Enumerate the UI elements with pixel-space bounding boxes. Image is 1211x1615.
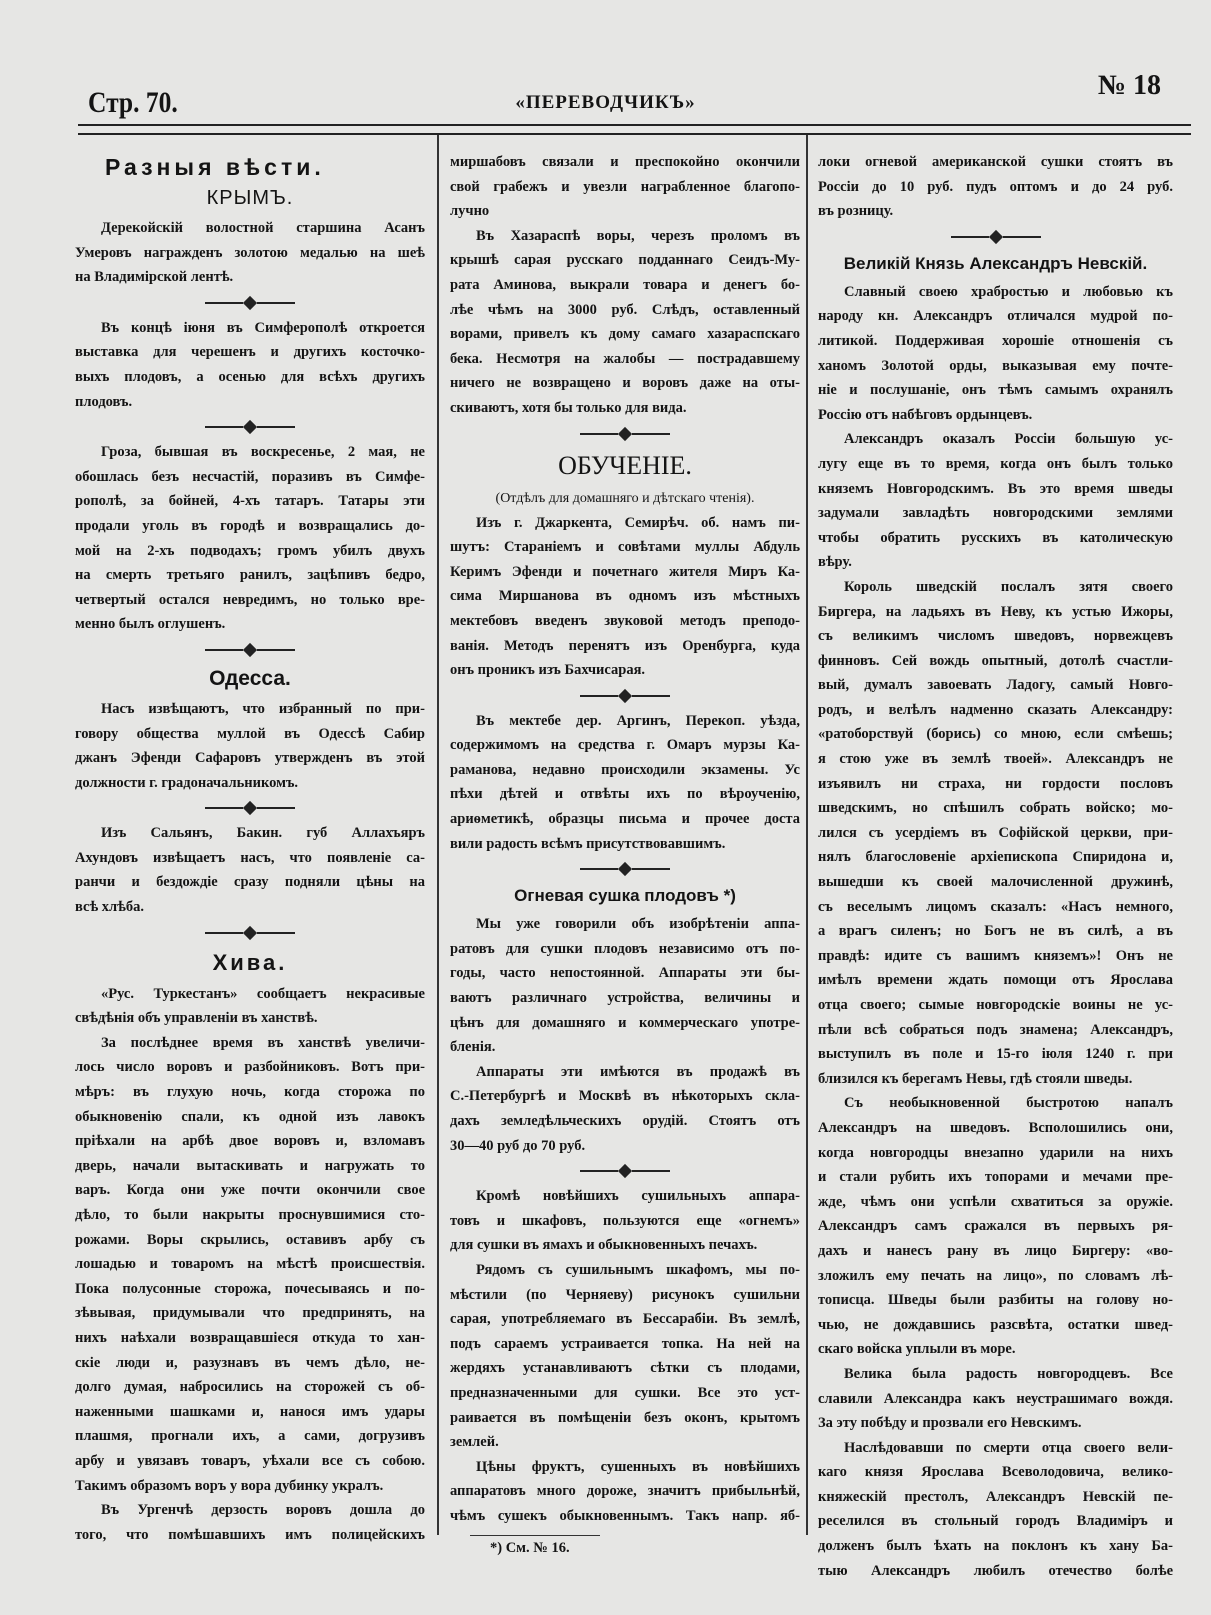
- text-line: раивается въ помѣщеніи безъ оконъ, крытомъ: [450, 1409, 800, 1426]
- ornament-divider: [75, 795, 425, 821]
- text-line: и стали рубить ихъ топорами и мечами пре-: [818, 1169, 1173, 1186]
- diamond-icon: [618, 1164, 632, 1178]
- article-paragraph: [450, 511, 800, 683]
- column-divider: [437, 135, 439, 1535]
- text-line: того, что помѣшавшихъ имъ полицейскихъ: [75, 1526, 425, 1543]
- text-line: вили радость всѣмъ присутствовавшимъ.: [450, 835, 726, 852]
- text-line: ханомъ Золотой орды, выказывая ему почте-: [818, 357, 1173, 374]
- text-line: содержимомъ на средства г. Омаръ мурзы Ка-: [450, 737, 800, 754]
- text-line: годы, часто непостоянной. Аппараты эти бы-: [450, 965, 800, 982]
- section-heading: Великій Князь Александръ Невскій.: [843, 253, 1148, 273]
- text-line: лугу еще въ то время, когда онъ былъ только: [818, 455, 1173, 472]
- text-line: Дерекойскій волостной старшина Асанъ: [101, 220, 425, 236]
- text-line: рополѣ, за бойней, 4-хъ татаръ. Татары эти: [75, 493, 425, 510]
- ornament-divider: [75, 290, 425, 316]
- text-line: раманова, недавно происходили экзамены. Ус: [450, 761, 800, 778]
- diamond-icon: [243, 801, 257, 815]
- article-paragraph: [818, 280, 1173, 428]
- text-line: Велика была радость новгородцевъ. Все: [844, 1365, 1173, 1382]
- text-line: долго думая, набросились на сторожей съ об-: [75, 1379, 425, 1396]
- text-line: дверь, начали вытаскивать и нагружать то: [75, 1157, 425, 1174]
- text-line: бека. Несмотря на жалобы — пострадавшему: [450, 350, 800, 367]
- footnote-rule: [470, 1535, 600, 1536]
- text-line: бленія.: [450, 1039, 496, 1056]
- article-paragraph: [75, 821, 425, 919]
- text-line: Пока полусонные сторожа, почесываясь и по-: [75, 1280, 425, 1297]
- article-paragraph: [818, 1091, 1173, 1362]
- diamond-icon: [243, 926, 257, 940]
- text-line: лось число воровъ и разбойниковъ. Вотъ при-: [75, 1059, 425, 1076]
- text-line: крышѣ сарая русскаго подданнаго Сеидъ-Му-: [450, 252, 800, 269]
- text-line: онъ проникъ изъ Бахчисарая.: [450, 662, 646, 679]
- text-line: на смерть третьяго ранилъ, зацѣпивъ бедро,: [75, 567, 425, 584]
- text-line: Въ мектебе дер. Аргинъ, Перекоп. уѣзда,: [476, 712, 800, 729]
- text-line: землей.: [450, 1434, 499, 1451]
- text-line: ратовъ для сушки плодовъ независимо отъ по-: [450, 940, 800, 957]
- text-line: каго князя Ярослава Всеволодовича, велико-: [818, 1464, 1173, 1481]
- text-line: лучно: [450, 203, 490, 220]
- text-line: съ веселымъ лицомъ сказалъ: «Насъ немного,: [818, 898, 1173, 915]
- ornament-line: [205, 302, 243, 304]
- text-line: рата Аминова, выкрали товара и денегъ бо-: [450, 276, 800, 293]
- ornament-line: [205, 426, 243, 428]
- text-line: За послѣднее время въ ханствѣ увеличи-: [101, 1034, 425, 1051]
- article-paragraph: [818, 1362, 1173, 1436]
- article-paragraph: [75, 1498, 425, 1547]
- article-paragraph: [75, 982, 425, 1031]
- text-line: мектебовъ введенъ звуковой методъ преподо-: [450, 612, 800, 629]
- text-line: съ великимъ числомъ шведовъ, норвежцевъ: [818, 628, 1173, 645]
- text-line: Король шведскій послалъ зятя своего: [844, 578, 1173, 595]
- text-line: имѣлъ времени ждать помощи отъ Ярослава: [818, 972, 1173, 989]
- text-line: славили Александра какъ неустрашимаго вождя.: [818, 1390, 1173, 1407]
- text-line: мѣръ: въ глухую ночь, когда сторожа по: [75, 1084, 425, 1101]
- ornament-divider: [450, 856, 800, 882]
- text-line: правдѣ: идите съ вашимъ княземъ»! Онъ не: [818, 947, 1173, 964]
- text-line: мѣстили (по Черняеву) рисунокъ сушильни: [450, 1286, 800, 1303]
- text-line: тыю Александръ любилъ отечество болѣе: [818, 1562, 1173, 1579]
- article-paragraph: [450, 1455, 800, 1529]
- ornament-line: [257, 649, 295, 651]
- text-line: рожами. Воры скрылись, оставивъ арбу съ: [75, 1231, 425, 1248]
- ornament-line: [257, 807, 295, 809]
- ornament-divider: [818, 224, 1173, 250]
- text-line: Въ Ургенчѣ дерзость воровъ дошла до: [101, 1502, 425, 1519]
- header-rule-bottom: [78, 133, 1191, 135]
- ornament-line: [951, 236, 989, 238]
- article-paragraph: [450, 1184, 800, 1258]
- article-paragraph: [450, 1060, 800, 1158]
- text-line: ничего не возвращено и воровъ даже на оты-: [450, 375, 800, 392]
- text-line: дахъ и нанесъ рану въ лицо Биргеру: «во-: [818, 1242, 1173, 1259]
- text-line: отца своего; сымые новгородскіе воины не ус-: [818, 997, 1173, 1013]
- text-line: когда новгородцы внезапно ударили на нихъ: [818, 1144, 1173, 1161]
- text-line: Гроза, бывшая въ воскресенье, 2 мая, не: [101, 444, 425, 461]
- text-line: Насъ извѣщаютъ, что избранный по при-: [101, 700, 425, 717]
- article-paragraph: [818, 1436, 1173, 1584]
- text-line: нялъ благословеніе архіепископа Спиридона и,: [818, 849, 1173, 866]
- text-line: жердяхъ устанавливаютъ сѣтки съ плодами,: [450, 1360, 800, 1377]
- text-line: реселился въ стольный городъ Владиміръ и: [818, 1513, 1173, 1530]
- text-line: Рядомъ съ сушильнымъ шкафомъ, мы по-: [476, 1261, 800, 1278]
- text-line: для сушки въ ямахъ и обыкновенныхъ печахъ.: [450, 1237, 758, 1254]
- text-line: Россію отъ набѣговъ ордынцевъ.: [818, 406, 1033, 423]
- text-line: шутъ: Стараніемъ и совѣтами муллы Абдуль: [450, 539, 800, 556]
- text-line: финновъ. Сей вождь опытный, дотолѣ счастли-: [818, 652, 1173, 669]
- text-line: сима Миршанова въ одномъ изъ мѣстныхъ: [450, 588, 800, 605]
- text-line: пѣли всѣ собраться подъ знамена; Александръ,: [818, 1021, 1173, 1038]
- text-line: предназначенными для сушки. Все это уст-: [450, 1384, 800, 1401]
- text-line: близился къ берегамъ Невы, гдѣ стояли шведы.: [818, 1070, 1133, 1087]
- text-line: «ратоборствуй (борись) со мною, если смѣешь;: [818, 726, 1173, 743]
- ornament-divider: [450, 1158, 800, 1184]
- column-3: [818, 150, 1173, 1583]
- ornament-line: [1003, 236, 1041, 238]
- ornament-divider: [75, 920, 425, 946]
- ornament-line: [632, 1170, 670, 1172]
- text-line: Россіи до 10 руб. пудъ оптомъ и до 24 руб.: [818, 178, 1173, 195]
- text-line: зложилъ ему печать на лицо», по словамъ лѣ-: [818, 1267, 1173, 1284]
- ornament-line: [632, 868, 670, 870]
- text-line: подъ сараемъ устраивается топка. На ней на: [450, 1335, 800, 1352]
- ornament-divider: [75, 414, 425, 440]
- text-line: пріѣхали на арбѣ двое воровъ и, взломавъ: [75, 1133, 425, 1150]
- text-line: джанъ Эфенди Сафаровъ утвержденъ въ этой: [75, 750, 425, 767]
- text-line: скиваютъ, хотя бы только для вида.: [450, 399, 687, 416]
- text-line: Умеровъ награжденъ золотою медалью на шеѣ: [75, 244, 425, 261]
- diamond-icon: [243, 420, 257, 434]
- text-line: говору общества муллой въ Одессѣ Сабир: [75, 725, 425, 742]
- text-line: аппаратовъ много дороже, значитъ прибыльнѣй,: [450, 1483, 800, 1500]
- article-paragraph: [75, 440, 425, 637]
- text-line: выставка для черешенъ и другихъ косточко-: [75, 344, 425, 361]
- text-line: дѣло, то были накрыты проснувшимися сто-: [75, 1207, 425, 1223]
- text-line: Александръ самъ сражался въ первыхъ ря-: [818, 1218, 1173, 1235]
- text-line: литикой. Поддерживая хорошіе отношенія съ: [818, 332, 1173, 349]
- text-line: шведскимъ, но спѣшилъ собрать войско; мо-: [818, 800, 1173, 817]
- text-line: Мы уже говорили объ изобрѣтеніи аппа-: [476, 916, 800, 933]
- header-rule-top: [78, 124, 1191, 126]
- text-line: Наслѣдовавши по смерти отца своего вели-: [844, 1439, 1173, 1456]
- newspaper-title: «ПЕРЕВОДЧИКЪ»: [515, 92, 696, 113]
- text-line: Славный своею храбростью и любовью къ: [844, 283, 1173, 300]
- text-line: Александръ оказалъ Россіи большую ус-: [844, 431, 1173, 448]
- diamond-icon: [243, 643, 257, 657]
- text-line: вѣру.: [818, 554, 852, 571]
- section-subtitle: (Отдѣлъ для домашняго и дѣтскаго чтенія).: [495, 490, 755, 506]
- text-line: сарая, употребляемаго въ Бессарабіи. Въ землѣ,: [450, 1311, 800, 1328]
- text-line: долженъ былъ ѣхать на поклонъ къ хану Ба-: [818, 1538, 1173, 1555]
- ornament-line: [257, 302, 295, 304]
- column-1: [75, 150, 425, 1547]
- ornament-line: [580, 1170, 618, 1172]
- diamond-icon: [618, 862, 632, 876]
- text-line: ариѳметикѣ, образцы письма и прочее доста: [450, 811, 800, 828]
- text-line: цѣнъ для домашняго и коммерческаго употре-: [450, 1014, 800, 1031]
- text-line: Цѣны фруктъ, сушенныхъ въ новѣйшихъ: [476, 1458, 800, 1475]
- text-line: плодовъ.: [75, 393, 133, 410]
- section-heading: Разныя вѣсти.: [105, 154, 325, 180]
- text-line: продали уголь въ городѣ и возвращались до-: [75, 517, 425, 534]
- text-line: свой грабежъ и увезли награбленное благопо-: [450, 178, 800, 195]
- text-line: За эту побѣду и прозвали его Невскимъ.: [818, 1415, 1082, 1432]
- text-line: нихъ наѣхали возвращавшіеся откуда то хан-: [75, 1329, 425, 1346]
- text-line: обошлась безъ несчастій, поразивъ въ Симфе-: [75, 468, 425, 485]
- text-line: въ розницу.: [818, 203, 894, 220]
- text-line: ваютъ различнаго устройства, величины и: [450, 990, 800, 1007]
- footnote: *) См. № 16.: [490, 1539, 570, 1556]
- text-line: скіе люди и, разузнавъ въ чемъ дѣло, не-: [75, 1354, 425, 1371]
- ornament-line: [257, 932, 295, 934]
- article-paragraph: [450, 1258, 800, 1455]
- text-line: Изъ Сальянъ, Бакин. губ Аллахъяръ: [101, 825, 425, 842]
- text-line: четвертый остался невредимъ, но только вре-: [75, 591, 425, 608]
- text-line: товъ и шкафовъ, пользуются еще «огнемъ»: [450, 1212, 800, 1229]
- diamond-icon: [618, 426, 632, 440]
- ornament-line: [580, 433, 618, 435]
- ornament-line: [632, 433, 670, 435]
- article-paragraph: [818, 150, 1173, 224]
- diamond-icon: [988, 230, 1002, 244]
- text-line: лѣе чѣмъ на 3000 руб. Слѣдъ, оставленный: [450, 301, 800, 318]
- text-line: я стою уже въ землѣ твоей». Александръ не: [818, 751, 1173, 768]
- text-line: выступилъ въ поле и 15-го іюля 1240 г. при: [818, 1046, 1173, 1063]
- text-line: 30—40 руб до 70 руб.: [450, 1137, 586, 1154]
- ornament-line: [580, 695, 618, 697]
- text-line: задумали завладѣть новгородскими землями: [818, 505, 1173, 522]
- article-paragraph: [75, 1031, 425, 1498]
- text-line: зѣвывая, придумывали что предпринять, на: [75, 1305, 425, 1322]
- text-line: чью, не дождавшись разсвѣта, остатки швед-: [818, 1316, 1173, 1333]
- ornament-line: [257, 426, 295, 428]
- ornament-line: [205, 807, 243, 809]
- text-line: вый, думалъ завоевать Ладогу, самый Новго-: [818, 677, 1173, 694]
- text-line: скаго войска уплыли въ море.: [818, 1341, 1016, 1358]
- text-line: пѣхи дѣтей и отвѣты ихъ по вѣроученію,: [450, 786, 800, 803]
- text-line: «Рус. Туркестанъ» сообщаетъ некрасивые: [101, 985, 425, 1002]
- section-heading: Хива.: [212, 949, 288, 975]
- text-line: варъ. Когда они уже почти окончили свое: [75, 1182, 425, 1199]
- text-line: княземъ Новгородскимъ. Въ это время шведы: [818, 480, 1173, 497]
- text-line: ніе и послушаніе, онъ тѣмъ самымъ охранялъ: [818, 382, 1173, 399]
- text-line: вышедши къ своей малочисленной дружинѣ,: [818, 874, 1173, 891]
- text-line: ранчи и бездождіе сразу подняли цѣны на: [75, 874, 425, 891]
- ornament-line: [632, 695, 670, 697]
- ornament-line: [205, 932, 243, 934]
- ornament-divider: [450, 683, 800, 709]
- article-paragraph: [450, 224, 800, 421]
- text-line: арбу и увязавъ товаръ, уѣхали все съ собою.: [75, 1452, 425, 1469]
- section-heading: КРЫМЪ.: [206, 187, 294, 209]
- text-line: Керимъ Эфенди и почетнаго жителя Миръ Ка-: [450, 563, 800, 580]
- text-line: свѣдѣнія объ управленіи въ ханствѣ.: [75, 1010, 318, 1027]
- text-line: Кромѣ новѣйшихъ сушильныхъ аппара-: [476, 1188, 800, 1205]
- text-line: менно былъ оглушенъ.: [75, 616, 226, 633]
- text-line: Такимъ образомъ воръ у вора дубинку укралъ.: [75, 1477, 384, 1494]
- text-line: лошадью и товаромъ на мѣстѣ происшествія.: [75, 1256, 425, 1273]
- diamond-icon: [243, 296, 257, 310]
- text-line: мой на 2-хъ подводахъ; громъ убилъ двухъ: [75, 542, 425, 559]
- text-line: Въ концѣ іюня въ Симферополѣ откроется: [101, 319, 425, 336]
- text-line: Александръ на шведовъ. Всполошились они,: [818, 1119, 1173, 1136]
- article-paragraph: [450, 150, 800, 224]
- column-divider: [806, 135, 808, 1535]
- page-number: Стр. 70.: [88, 86, 178, 119]
- article-paragraph: [75, 697, 425, 795]
- text-line: должности г. градоначальникомъ.: [75, 774, 299, 791]
- text-line: выхъ плодовъ, а осенью для всѣхъ другихъ: [75, 368, 425, 385]
- text-line: жде, чѣмъ они успѣли схватиться за оружіе.: [818, 1193, 1173, 1210]
- article-paragraph: [450, 912, 800, 1060]
- text-line: княжескій престолъ, Александръ Невскій пе-: [818, 1488, 1173, 1505]
- text-line: локи огневой американской сушки стоятъ въ: [818, 154, 1173, 170]
- article-paragraph: [75, 216, 425, 290]
- section-heading: Огневая сушка плодовъ *): [514, 886, 736, 906]
- text-line: Изъ г. Джаркента, Семирѣч. об. намъ пи-: [476, 514, 800, 531]
- article-paragraph: [818, 427, 1173, 575]
- ornament-divider: [450, 421, 800, 447]
- text-line: народу кн. Александръ отличался мудрой по-: [818, 308, 1173, 325]
- text-line: миршабовъ связали и преспокойно окончили: [450, 154, 800, 170]
- section-heading: ОБУЧЕНІЕ.: [558, 450, 692, 480]
- text-line: Въ Хазараспѣ воры, черезъ проломъ въ: [476, 227, 800, 244]
- column-2: [450, 150, 800, 1557]
- ornament-divider: [75, 637, 425, 663]
- section-heading: Одесса.: [209, 666, 291, 690]
- issue-number: № 18: [1097, 70, 1161, 101]
- text-line: ворами, привелъ къ дому самаго хазараспскаго: [450, 326, 800, 343]
- text-line: изъявилъ ни страха, ни гордости пословъ: [818, 775, 1173, 792]
- text-line: плашмя, прогнали ихъ, а сами, догрузивъ: [75, 1428, 425, 1445]
- text-line: наженными шашками и, нанося имъ удары: [75, 1403, 425, 1420]
- text-line: дахъ земледѣльческихъ орудій. Стоятъ отъ: [450, 1113, 800, 1129]
- ornament-line: [580, 868, 618, 870]
- text-line: Ахундовъ извѣщаетъ насъ, что появленіе са-: [75, 849, 425, 866]
- text-line: Биргера, на ладьяхъ въ Неву, къ устью Ижоры,: [818, 603, 1173, 620]
- text-line: лился съ усердіемъ въ Софійской церкви, при-: [818, 824, 1173, 841]
- text-line: на Владимірской лентѣ.: [75, 269, 234, 286]
- diamond-icon: [618, 689, 632, 703]
- text-line: родъ, и велѣлъ надменно сказать Александру:: [818, 701, 1173, 718]
- text-line: чѣмъ сушекъ обыкновеннымъ. Такъ напр. яб-: [450, 1507, 800, 1524]
- text-line: всѣ хлѣба.: [75, 899, 144, 916]
- text-line: Съ необыкновенной быстротою напалъ: [844, 1095, 1173, 1112]
- text-line: ванія. Методъ перенятъ изъ Оренбурга, куда: [450, 637, 800, 654]
- text-line: тописца. Шведы были разбиты на голову но-: [818, 1292, 1173, 1309]
- text-line: чтобы обратить русскихъ въ католическую: [818, 529, 1173, 546]
- text-line: а врагъ силенъ; но Богъ не въ силѣ, а въ: [818, 923, 1173, 940]
- text-line: Аппараты эти имѣются въ продажѣ въ: [476, 1063, 800, 1080]
- text-line: обыкновенію спали, къ одной изъ лавокъ: [75, 1108, 425, 1125]
- text-line: С.-Петербургѣ и Москвѣ въ нѣкоторыхъ скла-: [450, 1088, 800, 1105]
- ornament-line: [205, 649, 243, 651]
- article-paragraph: [450, 709, 800, 857]
- article-paragraph: [75, 316, 425, 414]
- article-paragraph: [818, 575, 1173, 1091]
